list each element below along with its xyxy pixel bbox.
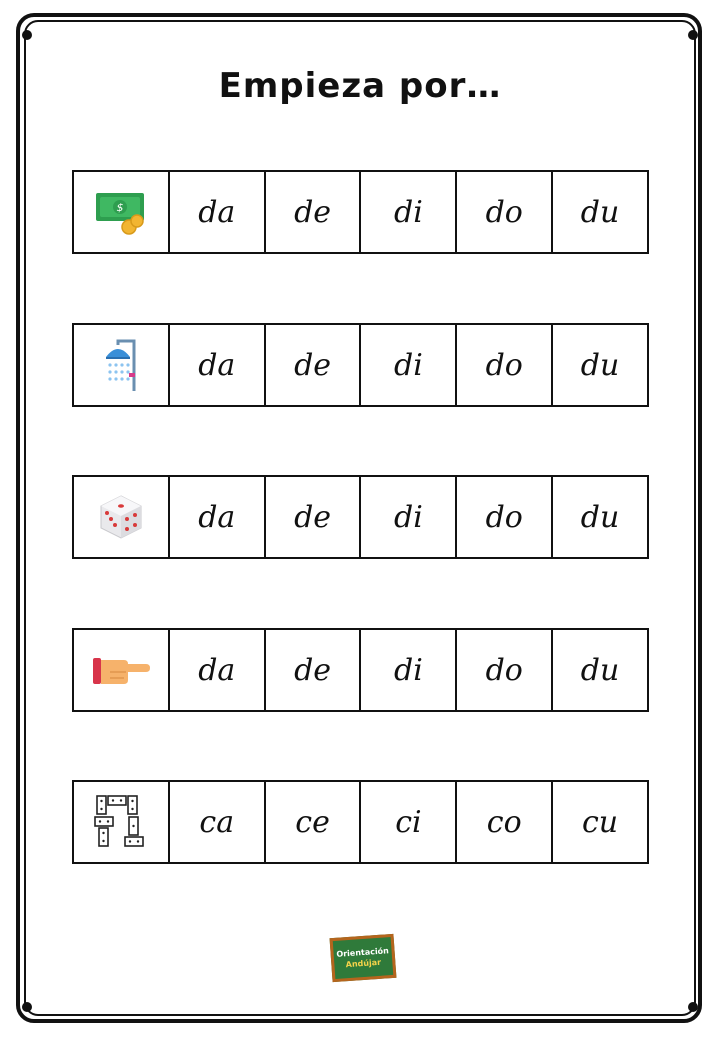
syllable-cell: co xyxy=(455,782,551,862)
dice-icon xyxy=(98,493,144,541)
syllable-cell: du xyxy=(551,630,647,710)
syllable-cell: di xyxy=(359,477,455,557)
syllable-row xyxy=(72,475,649,559)
syllable-cell: de xyxy=(264,172,360,252)
syllable-cell: di xyxy=(359,325,455,405)
syllable-cell: da xyxy=(168,172,264,252)
picture-cell xyxy=(74,172,168,252)
logo-line-1: Orientación xyxy=(336,946,390,959)
syllable-cell: de xyxy=(264,325,360,405)
corner-dot xyxy=(688,30,698,40)
syllable-cell: do xyxy=(455,172,551,252)
syllable-row xyxy=(72,780,649,864)
dominoes-icon xyxy=(93,793,149,851)
syllable-cell: du xyxy=(551,477,647,557)
page-title: Empieza por… xyxy=(218,66,502,106)
syllable-cell: da xyxy=(168,477,264,557)
syllable-cell: di xyxy=(359,172,455,252)
picture-cell xyxy=(74,630,168,710)
syllable-cell: da xyxy=(168,325,264,405)
syllable-cell: ce xyxy=(264,782,360,862)
syllable-row xyxy=(72,323,649,407)
pointing-finger-icon xyxy=(90,650,152,690)
syllable-cell: du xyxy=(551,172,647,252)
syllable-row xyxy=(72,170,649,254)
orientacion-andujar-logo xyxy=(330,934,397,982)
svg-text:$: $ xyxy=(116,201,124,214)
syllable-cell: de xyxy=(264,477,360,557)
syllable-cell: du xyxy=(551,325,647,405)
picture-cell xyxy=(74,325,168,405)
syllable-cell: do xyxy=(455,325,551,405)
picture-cell xyxy=(74,477,168,557)
corner-dot xyxy=(22,1002,32,1012)
picture-cell xyxy=(74,782,168,862)
corner-dot xyxy=(688,1002,698,1012)
syllable-cell: ca xyxy=(168,782,264,862)
shower-icon xyxy=(96,335,146,395)
syllable-cell: cu xyxy=(551,782,647,862)
syllable-cell: ci xyxy=(359,782,455,862)
syllable-cell: do xyxy=(455,477,551,557)
money-icon xyxy=(93,187,149,237)
corner-dot xyxy=(22,30,32,40)
syllable-row xyxy=(72,628,649,712)
syllable-cell: de xyxy=(264,630,360,710)
syllable-cell: do xyxy=(455,630,551,710)
syllable-cell: da xyxy=(168,630,264,710)
logo-line-2: Andújar xyxy=(345,957,382,970)
syllable-cell: di xyxy=(359,630,455,710)
